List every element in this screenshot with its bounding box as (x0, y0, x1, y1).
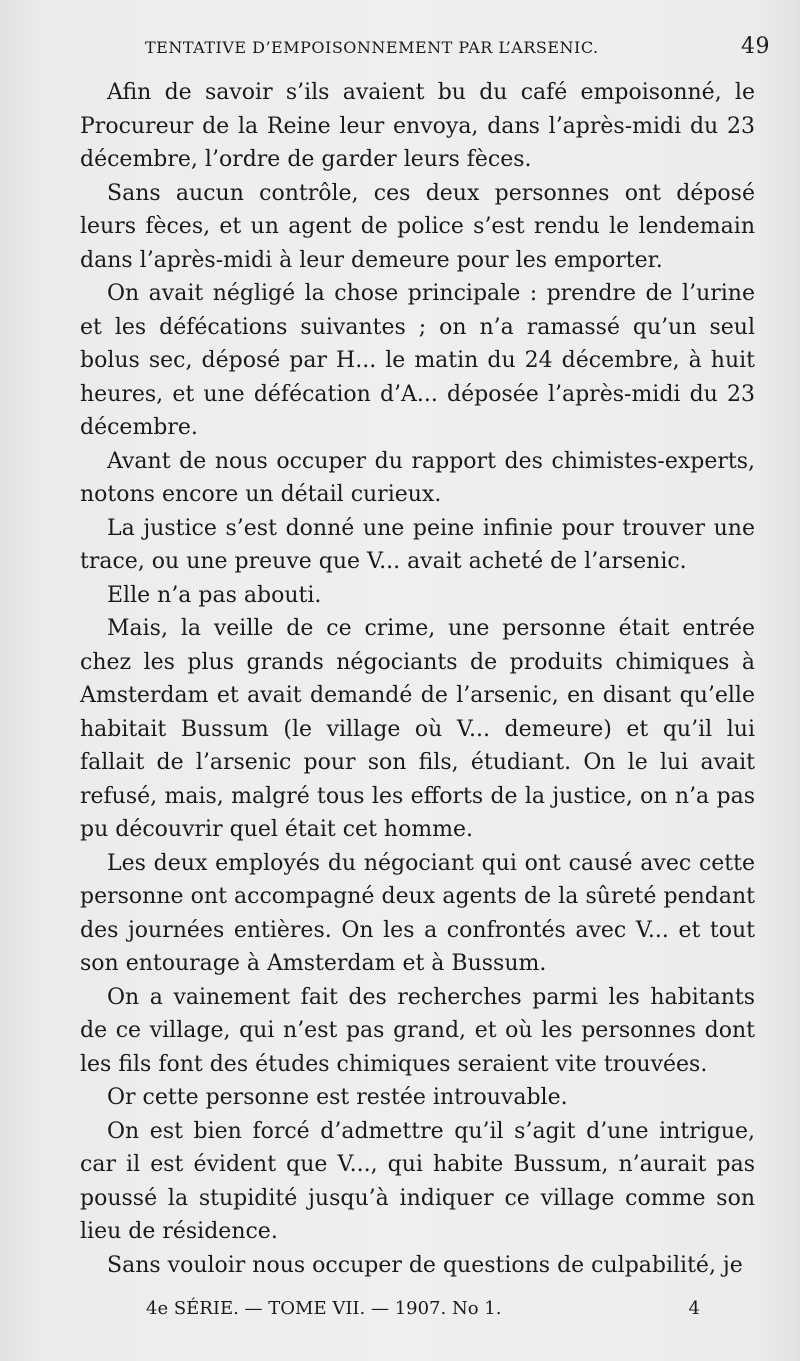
paragraph: On avait négligé la chose principale : prendre de l’urine et les défécations suivantes ; on n’a ramassé qu’un seul bolus sec, déposé par H... le matin du 24 décembre, à huit heures, et une défécation d’A... déposée l’après-midi du 23 décembre. (80, 281, 755, 440)
paragraph: La justice s’est donné une peine infinie pour trouver une trace, ou une preuve que V... avait acheté de l’arsenic. (80, 515, 755, 574)
paragraph: Sans aucun contrôle, ces deux personnes ont déposé leurs fèces, et un agent de police s’est rendu le lendemain dans l’après-midi à leur demeure pour les emporter. (80, 180, 755, 273)
running-head-title: TENTATIVE D’EMPOISONNEMENT PAR L’ARSENIC. (145, 38, 599, 57)
paragraph: Afin de savoir s’ils avaient bu du café empoisonné, le Procureur de la Reine leur envoya, dans l’après-midi du 23 décembre, l’ordre de garder leurs fèces. (80, 80, 755, 172)
paragraph: Elle n’a pas abouti. (107, 582, 322, 608)
paragraph: On a vainement fait des recherches parmi les habitants de ce village, qui n’est pas grand, et où les personnes dont les fils font des études chimiques seraient vite trouvées. (80, 984, 755, 1077)
paragraph: On est bien forcé d’admettre qu’il s’agit d’une intrigue, car il est évident que V..., qui habite Bussum, n’aurait pas poussé la stupidité jusqu’à indiquer ce village comme son lieu de résidence. (80, 1118, 755, 1244)
body-text (80, 76, 755, 1282)
paragraph: Sans vouloir nous occuper de questions de culpabilité, je (107, 1252, 743, 1278)
signature-number: 4 (688, 1298, 700, 1319)
page-footer (80, 1298, 700, 1328)
page-number: 49 (741, 34, 770, 59)
paragraph: Avant de nous occuper du rapport des chimistes-experts, notons encore un détail curieux. (80, 448, 755, 507)
paragraph: Mais, la veille de ce crime, une personne était entrée chez les plus grands négociants de produits chimiques à Amsterdam et avait demandé de l’arsenic, en disant qu’elle habitait Bussum (le village où V... demeure) et qu’il lui fallait de l’arsenic pour son fils, étudiant. On le lui avait refusé, mais, malgré tous les efforts de la justice, on n’a pas pu découvrir quel était cet homme. (80, 616, 755, 842)
paragraph: Les deux employés du négociant qui ont causé avec cette personne ont accompagné deux agents de la sûreté pendant des journées entières. On les a confrontés avec V... et tout son entourage à Amsterdam et à Bussum. (80, 850, 755, 976)
running-head (145, 34, 770, 64)
paragraph: Or cette personne est restée introuvable. (107, 1085, 568, 1110)
signature-line: 4e SÉRIE. — TOME VII. — 1907. No 1. (146, 1298, 502, 1319)
